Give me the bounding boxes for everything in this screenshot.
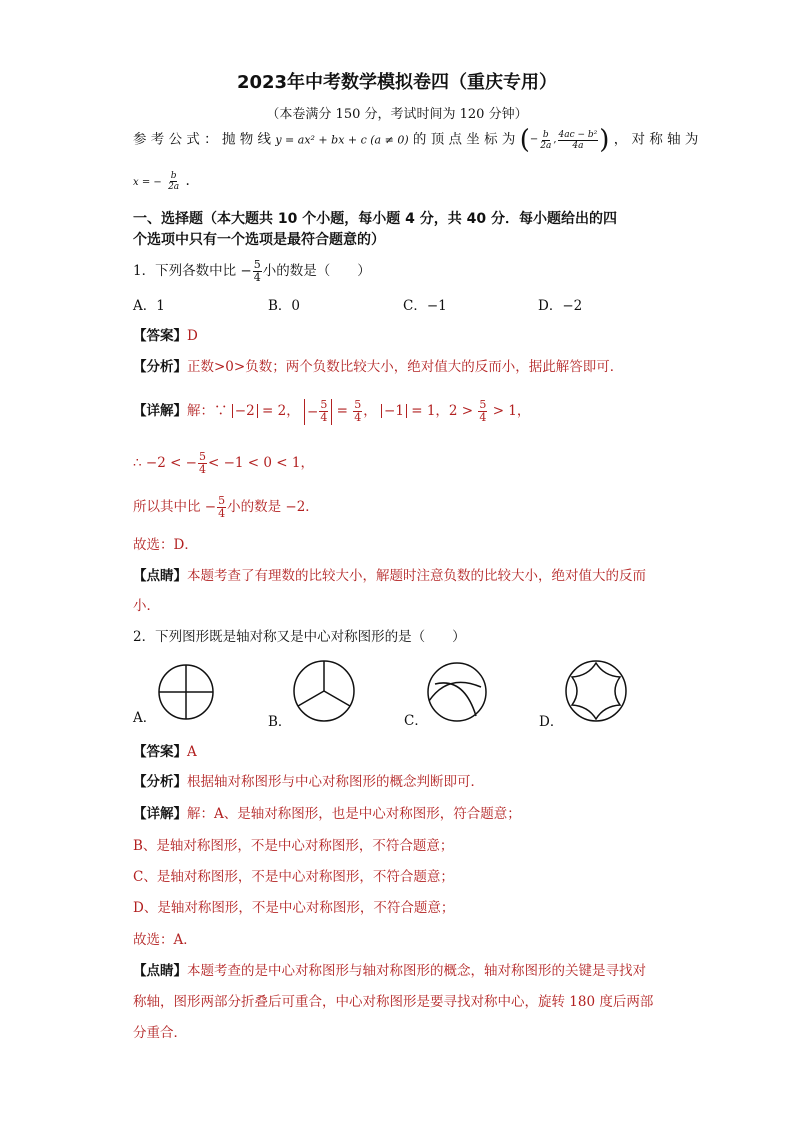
exam-info: （本卷满分 150 分，考试时间为 120 分钟） [266, 107, 528, 122]
q2-stem: 2．下列图形既是轴对称又是中心对称图形的是（ ） [133, 629, 466, 645]
q2-answer: 【答案】A [133, 744, 197, 760]
q1-stem-fraction: $\frac{5}{4}$ [253, 258, 261, 284]
figure-d-circle-star-arcs[interactable] [564, 659, 628, 723]
formula-prefix: 参 考 公 式 ： 抛 物 线 [133, 131, 272, 148]
q2-detail-line3: C、是轴对称图形，不是中心对称图形，不符合题意； [133, 869, 454, 885]
parabola-equation: y = ax² + bx + c (a ≠ 0) [275, 133, 409, 147]
vertex-x-fraction: $\frac{b}{2a}$ [540, 129, 552, 151]
vertex-y-fraction: $\frac{\text{4ac − b²}}{4a}$ [558, 129, 598, 151]
section-heading-line2: 个选项中只有一个选项是最符合题意的） [133, 232, 385, 248]
q1-detail: 【详解】解：∵ −2 = 2， − $\frac{5}{4}$ = $\frac{5}{4}$ ， −1 = 1，2 > $\frac{5}{4}$ > 1， [133, 398, 531, 424]
q1-choice: 故选：D． [133, 537, 198, 553]
q2-detail-line2: B、是轴对称图形，不是中心对称图形，不符合题意； [133, 838, 454, 854]
figure-c-label: C． [404, 713, 428, 729]
axis-fraction: $\frac{b}{2a}$ [168, 171, 180, 192]
reference-formula [133, 127, 698, 153]
q1-option-a[interactable]: A．1 [133, 298, 165, 314]
formula-mid: 的 顶 点 坐 标 为 [412, 131, 516, 148]
q2-analysis: 【分析】根据轴对称图形与中心对称图形的概念判断即可． [133, 774, 484, 790]
q1-option-d[interactable]: D．−2 [538, 298, 583, 314]
q1-option-b[interactable]: B．0 [268, 298, 301, 314]
q1-comment-line2: 小． [133, 598, 160, 614]
formula-suffix: ， 对 称 轴 为 [613, 131, 699, 148]
figure-c-circle-arcs[interactable] [426, 661, 488, 723]
figure-a-circle-cross[interactable] [157, 663, 215, 721]
q2-choice: 故选：A． [133, 932, 197, 948]
vertex-coordinates: ( − $\frac{b}{2a}$ , $\frac{\text{4ac − b²}}{4a}$ ) [519, 125, 610, 155]
q1-conclusion: 所以其中比 − $\frac{5}{4}$ 小的数是 −2． [133, 494, 319, 520]
section-heading-line1: 一、选择题（本大题共 10 个小题，每小题 4 分，共 40 分．每小题给出的四 [133, 211, 617, 227]
q2-detail-line1: 【详解】解：A、是轴对称图形，也是中心对称图形，符合题意； [133, 806, 521, 822]
q1-stem: 1．下列各数中比 − $\frac{5}{4}$ 小的数是（ ） [133, 258, 371, 284]
axis-formula: x = − $\frac{b}{2a}$ . [133, 171, 190, 192]
page-title: 2023年中考数学模拟卷四（重庆专用） [236, 72, 558, 93]
q2-detail-line4: D、是轴对称图形，不是中心对称图形，不符合题意； [133, 900, 455, 916]
q1-option-c[interactable]: C．−1 [403, 298, 447, 314]
q2-comment-line1: 【点睛】本题考查的是中心对称图形与轴对称图形的概念，轴对称图形的关键是寻找对 [133, 963, 646, 979]
figure-b-label: B． [268, 714, 292, 730]
q2-comment-line3: 分重合． [133, 1025, 187, 1041]
q1-detail-abs-fraction: − $\frac{5}{4}$ [304, 399, 332, 425]
q1-answer: 【答案】D [133, 328, 198, 344]
q1-analysis: 【分析】正数>0>负数；两个负数比较大小，绝对值大的反而小，据此解答即可． [133, 359, 624, 375]
figure-a-label: A． [133, 710, 157, 726]
q1-therefore: ∴ −2 < − $\frac{5}{4}$ < −1 < 0 < 1， [133, 450, 314, 476]
figure-b-circle-three-radii[interactable] [292, 659, 356, 723]
q1-options [133, 294, 653, 316]
q1-comment-line1: 【点睛】本题考查了有理数的比较大小，解题时注意负数的比较大小，绝对值大的反而 [133, 568, 646, 584]
figure-d-label: D． [539, 714, 564, 730]
q2-comment-line2: 称轴，图形两部分折叠后可重合，中心对称图形是要寻找对称中心，旋转 180 度后两部 [133, 994, 654, 1010]
